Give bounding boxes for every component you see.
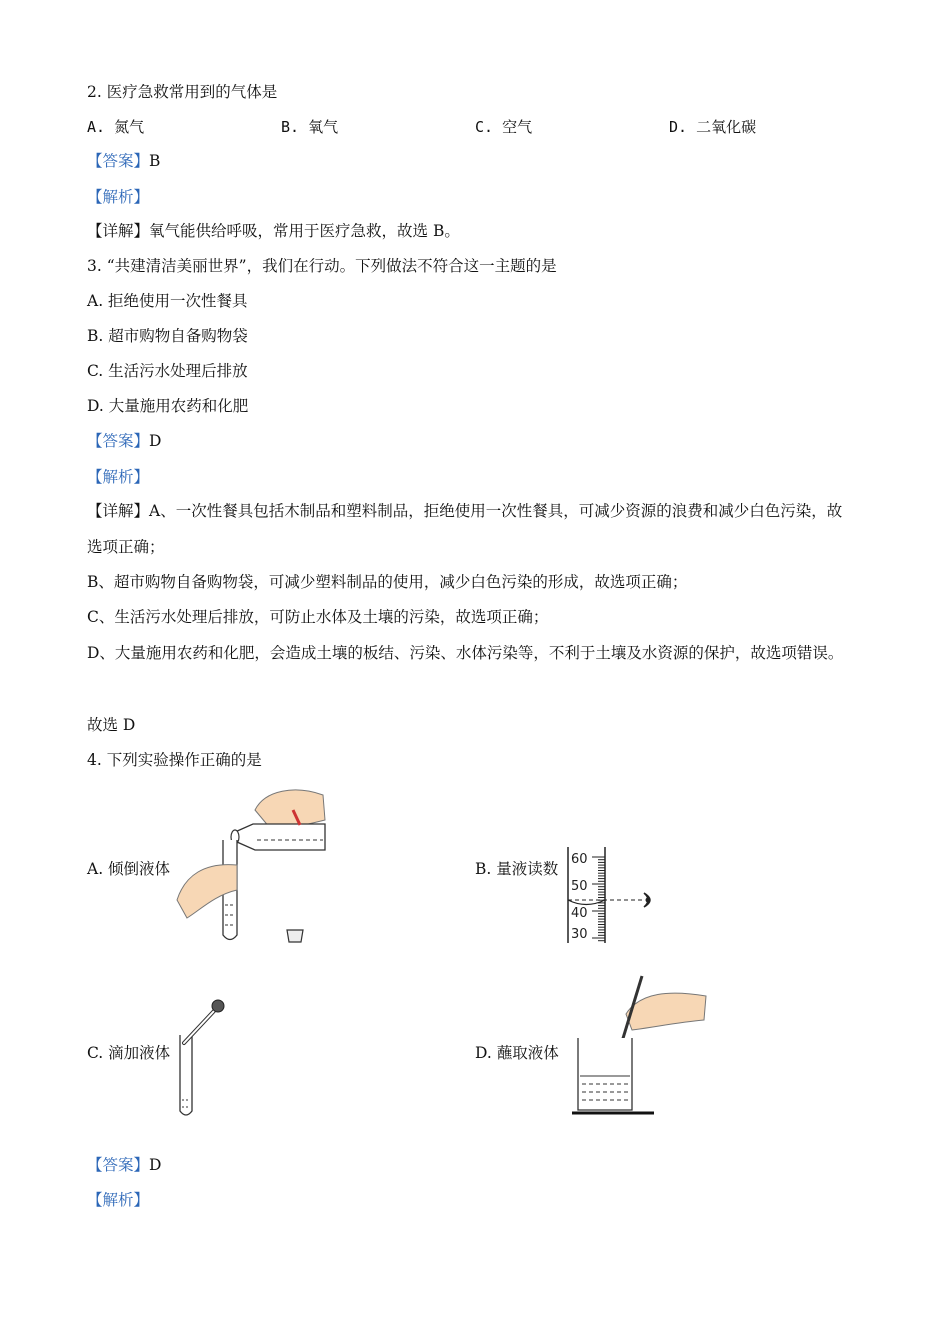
detail-text: 氧气能供给呼吸，常用于医疗急救，故选 B。 [149,222,460,240]
tick-label-60: 60 [571,852,588,867]
q3-analysis-tag: 【解析】 [87,468,150,486]
tick-label-30: 30 [571,927,588,942]
answer-value: D [149,1156,162,1174]
q3-option-d: D. 大量施用农药和化肥 [87,397,249,415]
pouring-liquid-figure [175,780,335,950]
reagent-bottle-icon [235,824,325,850]
q4-option-d: D. 蘸取液体 [475,1044,559,1062]
answer-tag: 【答案】 [87,432,150,450]
q2-option-d: D. 二氧化碳 [669,118,757,136]
q4-stem: 4. 下列实验操作正确的是 [87,751,262,769]
beaker-icon [578,1038,632,1110]
q3-answer [87,431,161,451]
answer-value: D [149,432,162,450]
q3-detail-c: C、生活污水处理后排放，可防止水体及土壤的污染，故选项正确； [87,608,549,626]
cylinder-ticks [592,857,605,941]
answer-tag: 【答案】 [87,1156,150,1174]
q3-detail-d: D、大量施用农药和化肥，会造成土壤的板结、污染、水体污染等，不利于土壤及水资源的保护，故选项错误。 [87,644,844,662]
tick-label-40: 40 [571,906,588,921]
q3-detail-b: B、超市购物自备购物袋，可减少塑料制品的使用，减少白色污染的形成，故选项正确； [87,573,688,591]
q4-option-c: C. 滴加液体 [87,1044,171,1062]
q3-stem: 3. “共建清洁美丽世界”，我们在行动。下列做法不符合这一主题的是 [87,257,557,275]
hand-bottle-icon [255,790,325,828]
q2-answer [87,151,160,171]
dropping-liquid-figure [170,995,235,1120]
q4-answer [87,1155,161,1175]
stopper-icon [287,930,303,942]
test-tube-icon [180,1035,192,1115]
q4-analysis-tag: 【解析】 [87,1191,150,1209]
dipping-liquid-figure [570,972,710,1117]
q3-option-c: C. 生活污水处理后排放 [87,362,248,380]
q3-conclusion: 故选 D [87,716,136,734]
hand-icon [626,993,706,1030]
detail-text: A、一次性餐具包括木制品和塑料制品，拒绝使用一次性餐具，可减少资源的浪费和减少白色污染，故选项正确； [87,502,843,556]
q3-option-a: A. 拒绝使用一次性餐具 [87,292,248,310]
detail-tag: 【详解】 [87,502,150,520]
answer-value: B [149,152,161,170]
q2-option-c: C. 空气 [475,118,533,136]
dropper-bulb-icon [212,1000,224,1012]
q4-option-a: A. 倾倒液体 [87,860,171,878]
answer-tag: 【答案】 [87,152,150,170]
q3-detail-a [87,493,857,565]
q3-option-b: B. 超市购物自备购物袋 [87,327,248,345]
cylinder-reading-figure [560,843,670,948]
detail-tag: 【详解】 [87,222,150,240]
q2-option-a: A. 氮气 [87,118,145,136]
q2-option-b: B. 氧气 [281,118,339,136]
q4-option-b: B. 量液读数 [475,860,559,878]
tick-label-50: 50 [571,879,588,894]
q2-detail [87,221,460,241]
q2-analysis-tag: 【解析】 [87,188,150,206]
q2-stem: 2. 医疗急救常用到的气体是 [87,83,278,101]
